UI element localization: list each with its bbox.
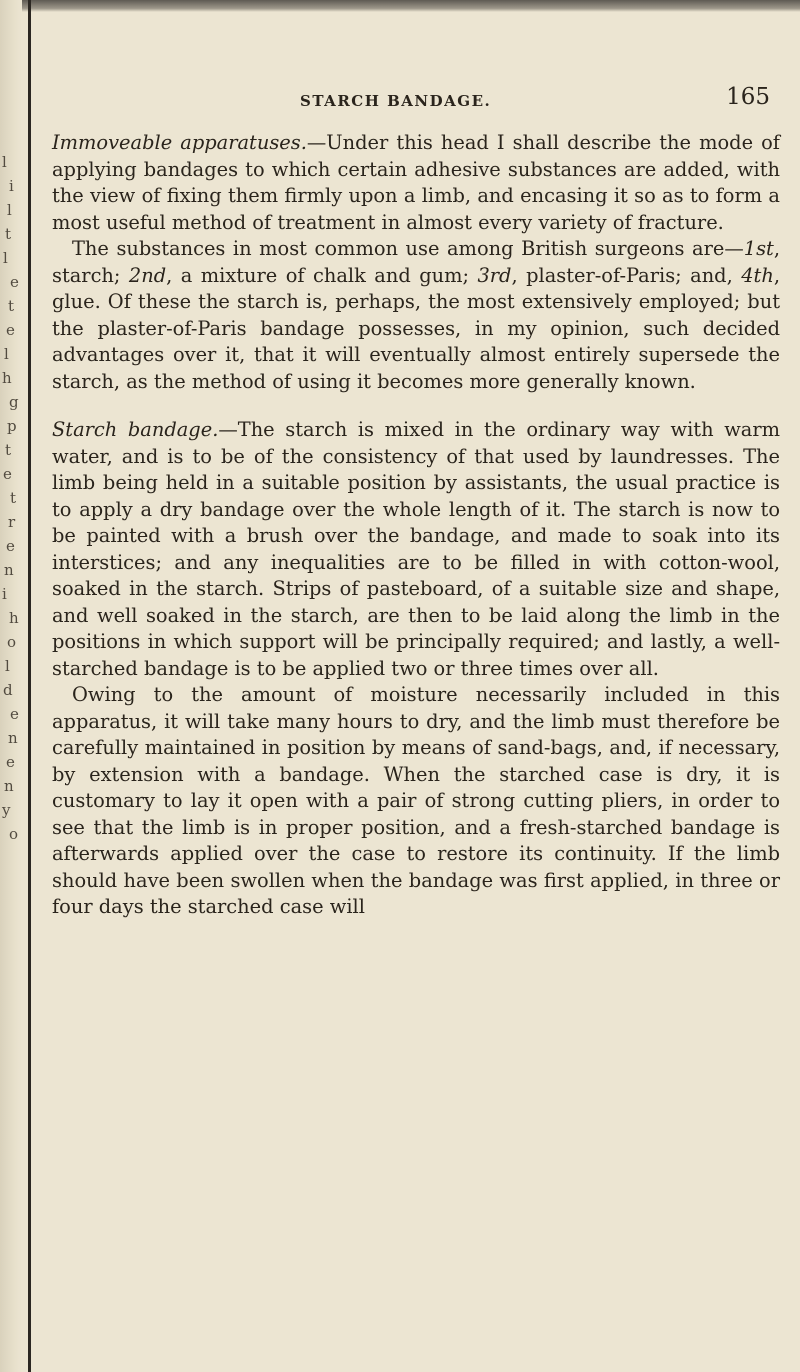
gutter-fragment: n bbox=[4, 561, 14, 579]
gutter-fragment: i bbox=[2, 585, 7, 603]
gutter-fragment: e bbox=[10, 705, 19, 723]
section-heading-starch-bandage: Starch bandage. bbox=[52, 418, 219, 441]
gutter-fragment: t bbox=[5, 225, 12, 243]
gutter-fragment: g bbox=[9, 393, 19, 411]
gutter-fragment: l bbox=[4, 345, 9, 363]
gutter-fragment: p bbox=[7, 417, 17, 435]
paragraph-text: The substances in most common use among British surgeons are— bbox=[72, 237, 744, 260]
gutter-fragment: t bbox=[10, 489, 17, 507]
gutter-fragment: h bbox=[9, 609, 19, 627]
paragraph-text: —The starch is mixed in the ordinary way with warm water, and is to be of the consistency of that used by laundresses. The limb being held in a suitable position by assistants, the usual practice is to apply a dry bandage over the whole length of it. The starch is now to be painted with a brush over the bandage, and made to soak into its interstices; and any inequalities are to be filled in with cotton-wool, soaked in the starch. Strips of pasteboard, of a suitable size and shape, and well soaked in the starch, are then to be laid along the limb in the positions in which support will be principally required; and lastly, a well-starched bandage is to be applied two or three times over all. bbox=[52, 418, 781, 680]
paragraph-owing-to-moisture bbox=[52, 682, 780, 921]
ordinal: 1st bbox=[743, 237, 774, 260]
gutter-fragment: l bbox=[2, 153, 7, 171]
gutter-fragment: e bbox=[6, 753, 15, 771]
gutter-line bbox=[28, 0, 31, 1372]
paragraph-text: , plaster-of-Paris; and, bbox=[511, 263, 742, 287]
paragraph-substances bbox=[52, 236, 780, 395]
page-top-shadow bbox=[0, 0, 800, 12]
ordinal: 4th bbox=[741, 263, 774, 287]
gutter-fragment: r bbox=[8, 513, 16, 531]
paragraph-starch-bandage bbox=[52, 417, 780, 682]
gutter-fragment: t bbox=[8, 297, 15, 315]
running-title: STARCH BANDAGE. bbox=[300, 92, 492, 110]
gutter-fragment: h bbox=[2, 369, 12, 387]
gutter-fragment: t bbox=[5, 441, 12, 459]
gutter-fragment: l bbox=[5, 657, 10, 675]
paragraph-text: , a mixture of chalk and gum; bbox=[166, 263, 478, 287]
body-text bbox=[52, 130, 780, 921]
gutter-fragment: e bbox=[6, 537, 15, 555]
gutter-fragment: l bbox=[7, 201, 12, 219]
gutter-fragment: y bbox=[2, 801, 11, 819]
paragraph-text: Owing to the amount of moisture necessarily included in this apparatus, it will take many hours to dry, and the limb must therefore be carefully maintained in position by means of sand-bags, and, if necessary, by extension with a bandage. When the starched case is dry, it is customary to lay it open with a pair of strong cutting pliers, in order to see that the limb is in proper position, and a fresh-starched bandage is afterwards applied over the case to restore its continuity. If the limb should have been swollen when the bandage was first applied, in three or four days the starched case will bbox=[52, 683, 780, 918]
gutter-fragment: e bbox=[10, 273, 19, 291]
gutter-fragment: l bbox=[3, 249, 8, 267]
gutter-fragment: o bbox=[7, 633, 17, 651]
paragraph-text: , glue. Of these the starch is, perhaps, the most extensively employed; but the plaster-of-Paris bandage possesses, in my opinion, such decided advantages over it, that it will eventually almost entirely supersede the starch, as the method of using it becomes more generally known. bbox=[52, 263, 780, 393]
paragraph-text: —Under this head I shall describe the mode of applying bandages to which certain adhesive substances are added, with the view of fixing them firmly upon a limb, and encasing it so as to form a most useful method of treatment in almost every variety of fracture. bbox=[52, 131, 780, 234]
paragraph-text: , starch; bbox=[52, 237, 780, 287]
section-heading-immoveable-apparatuses: Immoveable apparatuses. bbox=[52, 131, 307, 154]
gutter-fragment: i bbox=[9, 177, 14, 195]
running-head bbox=[52, 84, 780, 124]
ordinal: 2nd bbox=[128, 263, 167, 287]
page-number: 165 bbox=[726, 84, 770, 110]
paragraph-immoveable-apparatuses bbox=[52, 130, 780, 236]
gutter-fragment: n bbox=[4, 777, 14, 795]
gutter-fragment: e bbox=[6, 321, 15, 339]
ordinal: 3rd bbox=[477, 263, 512, 287]
book-page bbox=[52, 84, 780, 921]
gutter-fragment: o bbox=[9, 825, 19, 843]
facing-page-fragments bbox=[2, 150, 24, 846]
gutter-fragment: n bbox=[8, 729, 18, 747]
gutter-fragment: e bbox=[3, 465, 12, 483]
gutter-fragment: d bbox=[3, 681, 13, 699]
